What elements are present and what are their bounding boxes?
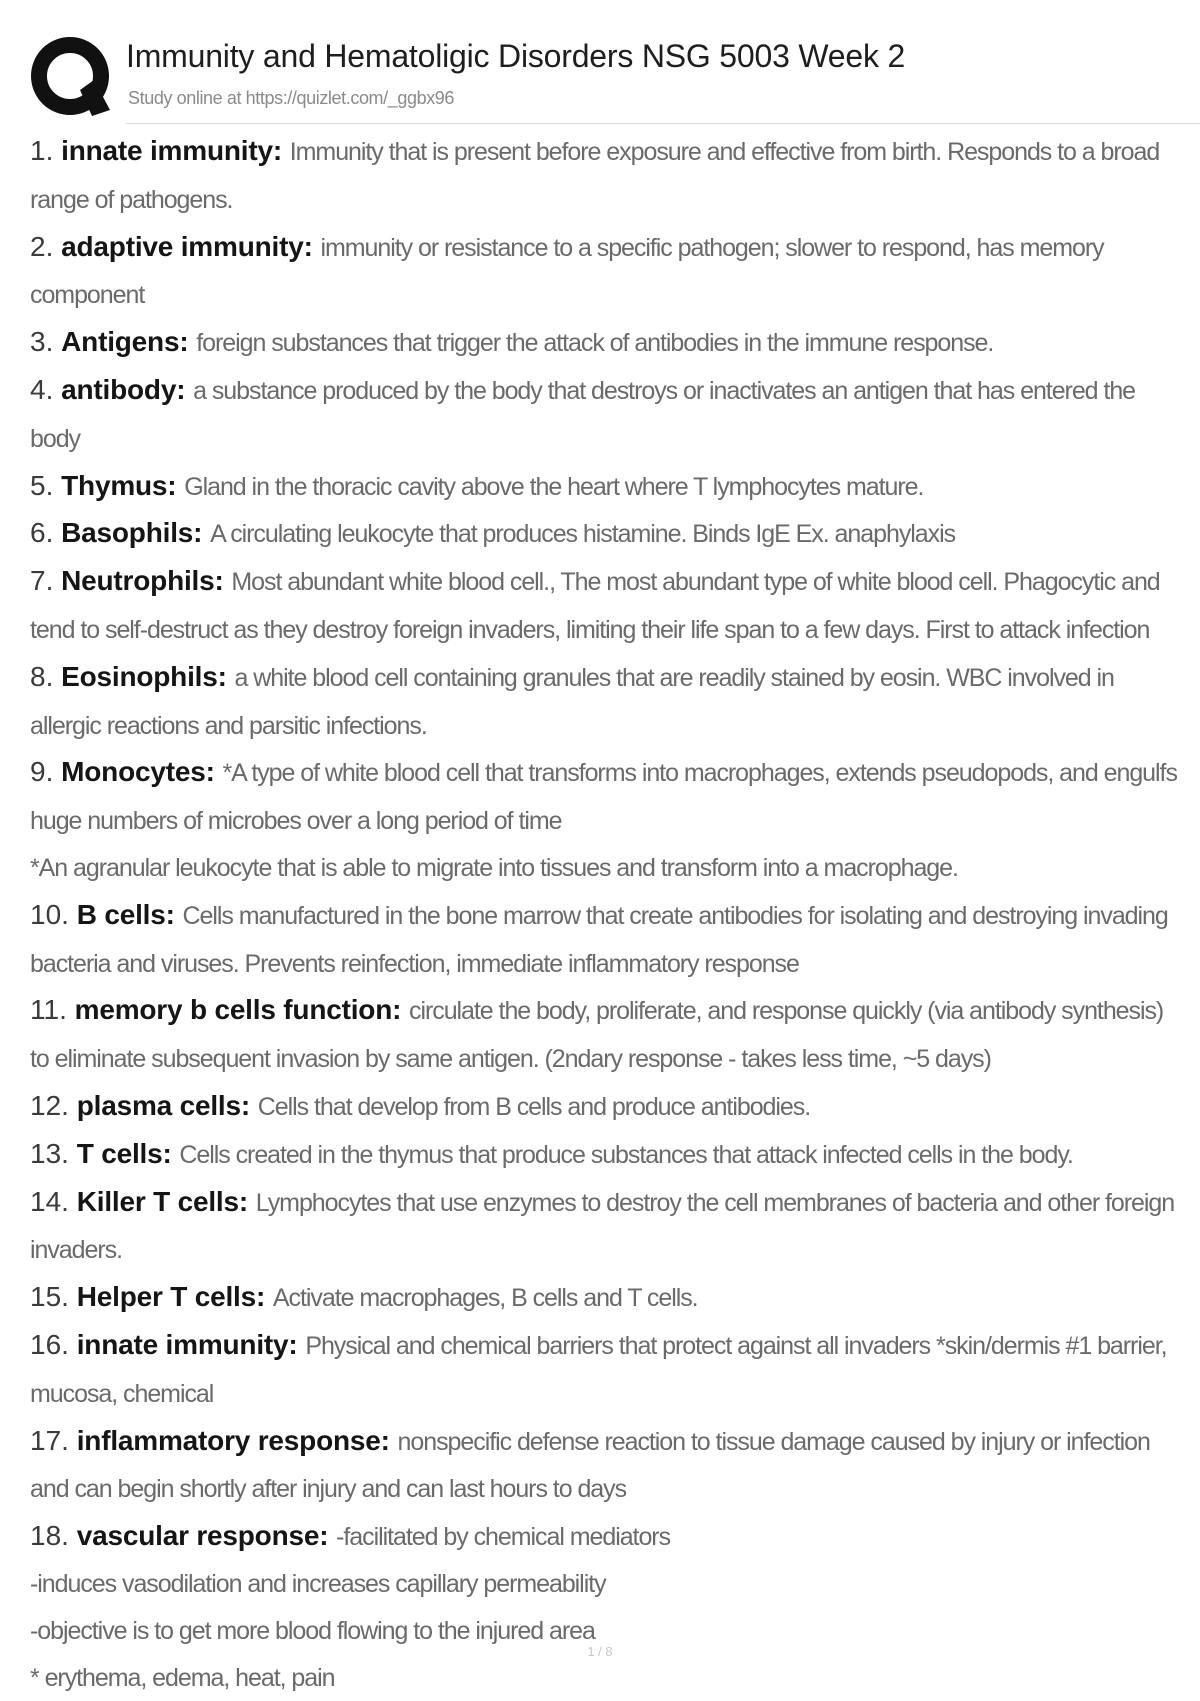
flashcard-entry	[30, 1131, 1180, 1179]
flashcard-entry	[30, 1083, 1180, 1131]
entry-definition-continuation: * erythema, edema, heat, pain	[30, 1655, 1180, 1701]
entry-number: 17.	[30, 1425, 69, 1456]
entry-definition: a white blood cell containing granules that are readily stained by eosin. WBC involved in allergic reactions and parsitic infections.	[30, 664, 1114, 740]
flashcard-entry	[30, 892, 1180, 988]
header-divider	[126, 123, 1200, 124]
page-title: Immunity and Hematoligic Disorders NSG 5003 Week 2	[126, 38, 905, 75]
entry-number: 6.	[30, 517, 53, 548]
entry-term: memory b cells function:	[75, 994, 402, 1025]
entry-definition: nonspecific defense reaction to tissue damage caused by injury or infection and can begin shortly after injury and can last hours to days	[30, 1428, 1150, 1504]
flashcard-entry	[30, 1322, 1180, 1418]
entry-number: 14.	[30, 1186, 69, 1217]
flashcard-entry	[30, 1418, 1180, 1514]
entry-term: Helper T cells:	[77, 1281, 265, 1312]
entry-definition: foreign substances that trigger the attack of antibodies in the immune response.	[196, 329, 993, 357]
entry-term: adaptive immunity:	[61, 231, 313, 262]
entry-definition: Immunity that is present before exposure and effective from birth. Responds to a broad range of pathogens.	[30, 138, 1159, 214]
entry-definition-continuation: -induces vasodilation and increases capillary permeability	[30, 1561, 1180, 1608]
entry-definition: a substance produced by the body that destroys or inactivates an antigen that has entered the body	[30, 377, 1135, 453]
entry-term: Neutrophils:	[61, 565, 223, 596]
entry-term: innate immunity:	[77, 1329, 298, 1360]
flashcard-entry	[30, 749, 1180, 845]
page-number: 1 / 8	[0, 1644, 1200, 1659]
entry-definition: Cells that develop from B cells and produce antibodies.	[258, 1093, 810, 1121]
entry-number: 1.	[30, 135, 53, 166]
entry-definition: immunity or resistance to a specific pathogen; slower to respond, has memory component	[30, 234, 1104, 310]
entry-number: 3.	[30, 326, 53, 357]
entry-definition: *A type of white blood cell that transforms into macrophages, extends pseudopods, and engulfs huge numbers of microbes over a long period of time	[30, 759, 1177, 835]
entry-term: B cells:	[77, 899, 175, 930]
entry-definition: Cells created in the thymus that produce substances that attack infected cells in the body.	[179, 1141, 1072, 1169]
entry-number: 11.	[30, 994, 67, 1025]
flashcard-entry	[30, 128, 1180, 224]
entry-definition: Cells manufactured in the bone marrow that create antibodies for isolating and destroying invading bacteria and viruses. Prevents reinfection, immediate inflammatory response	[30, 902, 1168, 978]
flashcard-list	[30, 128, 1180, 1701]
entry-term: inflammatory response:	[77, 1425, 390, 1456]
entry-term: Antigens:	[61, 326, 188, 357]
entry-number: 13.	[30, 1138, 69, 1169]
entry-definition: Gland in the thoracic cavity above the heart where T lymphocytes mature.	[184, 473, 923, 501]
flashcard-entry	[30, 367, 1180, 463]
entry-term: Monocytes:	[61, 756, 215, 787]
entry-definition: A circulating leukocyte that produces histamine. Binds IgE Ex. anaphylaxis	[210, 520, 955, 548]
entry-number: 15.	[30, 1281, 69, 1312]
entry-term: Thymus:	[61, 470, 176, 501]
entry-number: 5.	[30, 470, 53, 501]
entry-number: 2.	[30, 231, 53, 262]
entry-definition: circulate the body, proliferate, and response quickly (via antibody synthesis) to eliminate subsequent invasion by same antigen. (2ndary response - takes less time, ~5 days)	[30, 997, 1163, 1073]
flashcard-entry	[30, 1179, 1180, 1275]
entry-number: 18.	[30, 1520, 69, 1551]
entry-term: Eosinophils:	[61, 661, 227, 692]
study-online-link[interactable]: Study online at https://quizlet.com/_ggbx96	[128, 88, 454, 109]
document-header	[30, 30, 1180, 126]
flashcard-entry	[30, 654, 1180, 750]
flashcard-entry	[30, 987, 1180, 1083]
entry-term: antibody:	[61, 374, 185, 405]
flashcard-entry	[30, 510, 1180, 558]
flashcard-entry	[30, 1274, 1180, 1322]
entry-term: Killer T cells:	[77, 1186, 248, 1217]
quizlet-logo-icon	[30, 32, 140, 122]
entry-number: 4.	[30, 374, 53, 405]
entry-definition-continuation: *An agranular leukocyte that is able to migrate into tissues and transform into a macrophage.	[30, 845, 1180, 892]
entry-number: 10.	[30, 899, 69, 930]
entry-definition: Most abundant white blood cell., The most abundant type of white blood cell. Phagocytic and tend to self-destruct as they destroy foreign invaders, limiting their life span to a few days. First to attack infection	[30, 568, 1160, 644]
entry-definition: -facilitated by chemical mediators	[336, 1523, 670, 1551]
entry-number: 9.	[30, 756, 53, 787]
entry-term: plasma cells:	[77, 1090, 250, 1121]
entry-definition: Activate macrophages, B cells and T cells.	[273, 1284, 698, 1312]
entry-term: Basophils:	[61, 517, 202, 548]
flashcard-entry	[30, 224, 1180, 320]
entry-number: 7.	[30, 565, 53, 596]
flashcard-entry	[30, 463, 1180, 511]
flashcard-entry	[30, 1513, 1180, 1561]
entry-definition: Lymphocytes that use enzymes to destroy the cell membranes of bacteria and other foreign invaders.	[30, 1189, 1174, 1265]
entry-definition: Physical and chemical barriers that protect against all invaders *skin/dermis #1 barrier, mucosa, chemical	[30, 1332, 1166, 1408]
entry-term: T cells:	[77, 1138, 172, 1169]
flashcard-entry	[30, 558, 1180, 654]
entry-term: innate immunity:	[61, 135, 282, 166]
entry-definition-continuation: -objective is to get more blood flowing to the injured area	[30, 1608, 1180, 1655]
entry-number: 16.	[30, 1329, 69, 1360]
flashcard-entry	[30, 319, 1180, 367]
entry-term: vascular response:	[77, 1520, 329, 1551]
entry-number: 8.	[30, 661, 53, 692]
entry-number: 12.	[30, 1090, 69, 1121]
